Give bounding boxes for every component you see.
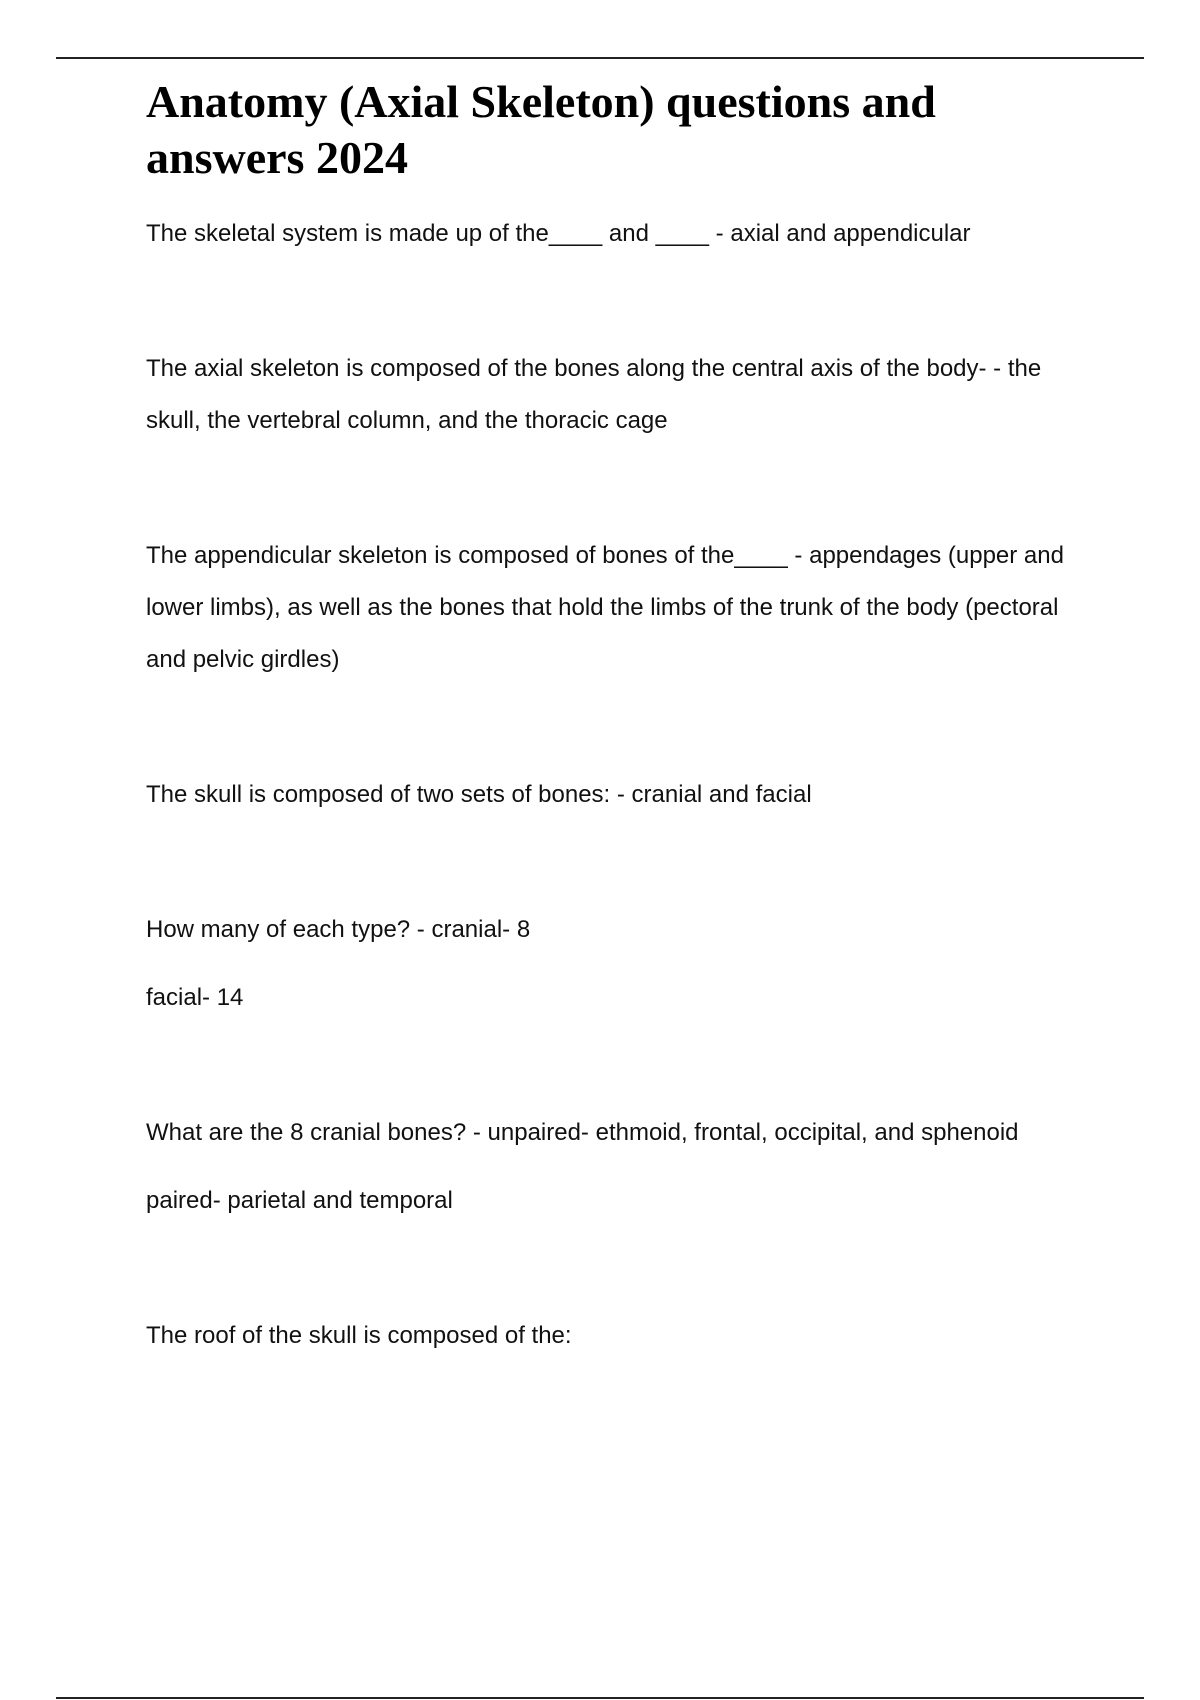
qa-text: The skull is composed of two sets of bones: - cranial and facial <box>146 781 812 808</box>
document-title: Anatomy (Axial Skeleton) questions and answers 2024 <box>146 76 936 183</box>
qa-entry-7 <box>146 1310 1096 1362</box>
qa-entry-3 <box>146 530 1096 686</box>
qa-entry-4 <box>146 769 1096 821</box>
qa-entry-1 <box>146 208 1096 260</box>
top-rule <box>56 57 1144 59</box>
qa-text: How many of each type? - cranial- 8 <box>146 916 531 943</box>
qa-text: The skeletal system is made up of the____ and ____ - axial and appendicular <box>146 220 971 247</box>
qa-text: The appendicular skeleton is composed of bones of the____ - appendages (upper and lower limbs), as well as the bones that hold the limbs of the trunk of the body (pectoral and pelvic girdles) <box>146 542 1064 673</box>
qa-entry-2 <box>146 343 1096 447</box>
document-body <box>146 74 1096 1362</box>
qa-text: The roof of the skull is composed of the: <box>146 1322 572 1349</box>
qa-entry-5 <box>146 904 1096 1024</box>
qa-entry-6 <box>146 1107 1096 1227</box>
qa-text: facial- 14 <box>146 984 244 1011</box>
qa-text: The axial skeleton is composed of the bones along the central axis of the body- - the skull, the vertebral column, and the thoracic cage <box>146 355 1042 434</box>
qa-text: What are the 8 cranial bones? - unpaired- ethmoid, frontal, occipital, and sphenoid <box>146 1119 1019 1146</box>
bottom-rule <box>56 1697 1144 1699</box>
qa-text: paired- parietal and temporal <box>146 1187 453 1214</box>
